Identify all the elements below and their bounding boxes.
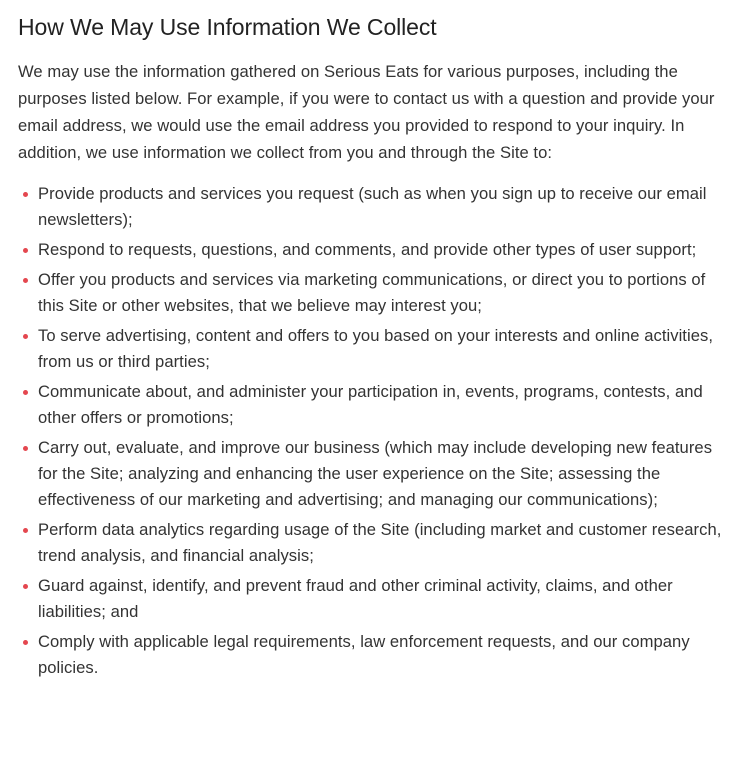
list-item bbox=[18, 181, 722, 233]
intro-paragraph: We may use the information gathered on Serious Eats for various purposes, including the purposes listed below. For example, if you were to contact us with a question and provide your email address, we would use the email address you provided to respond to your inquiry. In addition, we use information we collect from you and through the Site to: bbox=[18, 62, 715, 162]
bullet-icon bbox=[23, 446, 28, 451]
list-item-text: Communicate about, and administer your participation in, events, programs, contests, and other offers or promotions; bbox=[38, 382, 703, 427]
list-item bbox=[18, 237, 722, 263]
list-item bbox=[18, 629, 722, 681]
list-item bbox=[18, 435, 722, 513]
bullet-icon bbox=[23, 278, 28, 283]
bullet-icon bbox=[23, 390, 28, 395]
bullet-icon bbox=[23, 192, 28, 197]
list-item-text: Guard against, identify, and prevent fraud and other criminal activity, claims, and other liabilities; and bbox=[38, 576, 673, 621]
list-item-text: Respond to requests, questions, and comments, and provide other types of user support; bbox=[38, 240, 697, 259]
list-item bbox=[18, 517, 722, 569]
bullet-icon bbox=[23, 640, 28, 645]
bullet-icon bbox=[23, 248, 28, 253]
list-item bbox=[18, 323, 722, 375]
list-item-text: Perform data analytics regarding usage of the Site (including market and customer research, trend analysis, and financial analysis; bbox=[38, 520, 722, 565]
bullet-icon bbox=[23, 584, 28, 589]
bullet-icon bbox=[23, 334, 28, 339]
usage-list bbox=[18, 181, 722, 681]
bullet-icon bbox=[23, 528, 28, 533]
list-item-text: Comply with applicable legal requirements, law enforcement requests, and our company policies. bbox=[38, 632, 690, 677]
list-item-text: Carry out, evaluate, and improve our business (which may include developing new features for the Site; analyzing and enhancing the user experience on the Site; assessing the effectiveness of our marketing and advertising; and managing our communications); bbox=[38, 438, 713, 509]
list-item bbox=[18, 267, 722, 319]
list-item bbox=[18, 573, 722, 625]
list-item bbox=[18, 379, 722, 431]
section-title: How We May Use Information We Collect bbox=[18, 14, 437, 40]
list-item-text: Provide products and services you request (such as when you sign up to receive our email newsletters); bbox=[38, 184, 707, 229]
list-item-text: To serve advertising, content and offers to you based on your interests and online activities, from us or third parties; bbox=[38, 326, 713, 371]
list-item-text: Offer you products and services via marketing communications, or direct you to portions of this Site or other websites, that we believe may interest you; bbox=[38, 270, 706, 315]
